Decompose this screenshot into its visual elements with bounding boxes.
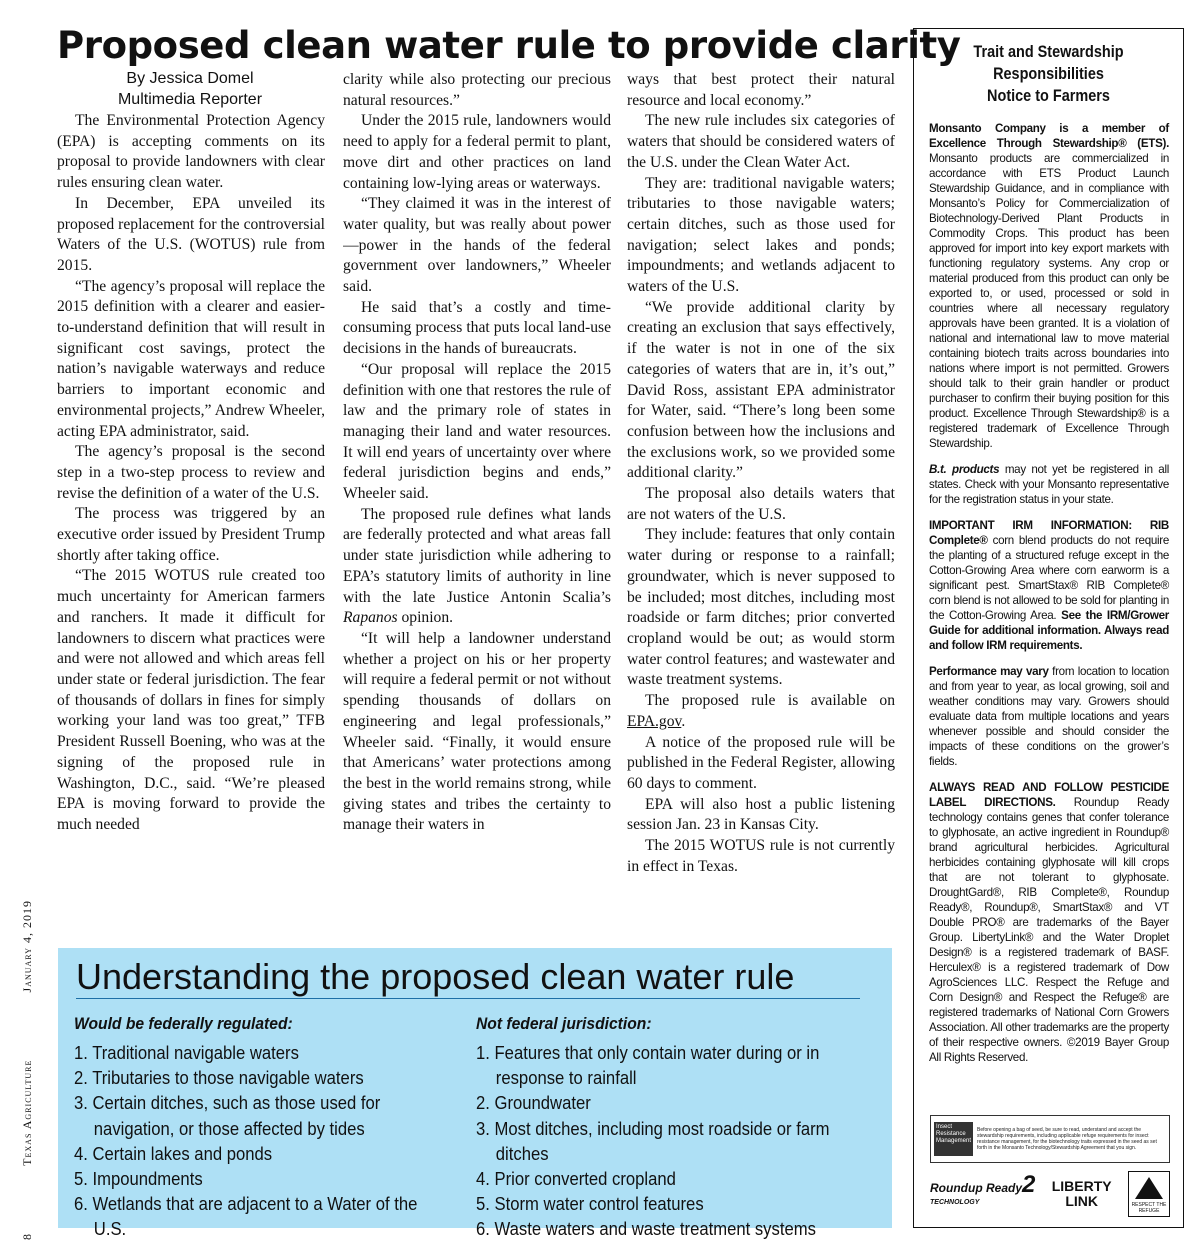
- notice-paragraph: [929, 121, 1169, 451]
- notice-paragraph: [929, 664, 1169, 769]
- byline: [57, 68, 323, 110]
- notice-bold: ALWAYS READ AND FOLLOW PESTICIDE LABEL DIRECTIONS.: [929, 781, 1169, 809]
- page-folio: [8, 900, 34, 1240]
- list-item: 2. Tributaries to those navigable waters: [74, 1067, 364, 1089]
- irm-notice-box: [930, 1115, 1170, 1163]
- roundup-ready-number: 2: [1022, 1171, 1036, 1198]
- paragraph: The proposal also details waters that are not waters of the U.S.: [627, 485, 895, 523]
- list-item: 6. Waste waters and waste treatment systems: [476, 1218, 816, 1240]
- notice-text: corn blend products do not require the planting of a structured refuge except in the Cotton-Growing Area where corn earworm is a significant pest. SmartStax® RIB Complete® corn blend is not allowed to be sold for planting in the Cotton-Growing Area.: [929, 534, 1169, 622]
- paragraph: Under the 2015 rule, landowners would need to apply for a federal permit to plant, move dirt and other practices on land containing low-lying areas or waterways.: [343, 112, 611, 192]
- paragraph-text: The proposed rule is available on: [645, 692, 895, 710]
- irm-seal-icon: Insect Resistance Management: [934, 1122, 973, 1156]
- paragraph: “The 2015 WOTUS rule created too much uncertainty for American farmers and ranchers. It made it difficult for landowners to discern what practices were and were not allowed and which areas fell under state or federal jurisdiction. The fear of thousands of dollars in fines for simply working your land was too great,” TFB President Russell Boening, who was at the signing of the proposed rule in Washington, D.C., said. “We’re pleased EPA is moving forward to provide the much needed: [57, 567, 325, 833]
- article-column-1: [57, 111, 325, 937]
- byline-title: Multimedia Reporter: [117, 91, 263, 108]
- publication-name: Texas Agriculture: [20, 1059, 34, 1166]
- notice-title: [934, 41, 1163, 107]
- paragraph: The new rule includes six categories of waters that should be considered waters of the U.S. under the Clean Water Act.: [627, 112, 895, 171]
- list-item: 4. Certain lakes and ponds: [74, 1142, 273, 1164]
- notice-bold: Monsanto Company is a member of Excellence Through Stewardship® (ETS).: [929, 122, 1169, 150]
- paragraph: The 2015 WOTUS rule is not currently in effect in Texas.: [627, 837, 895, 875]
- paragraph: He said that’s a costly and time-consuming process that puts local land-use decisions in the hands of bureaucrats.: [343, 298, 611, 358]
- notice-title-line: Responsibilities: [993, 64, 1104, 83]
- info-box: [58, 948, 892, 1240]
- info-box-divider: [76, 998, 860, 999]
- list-item: 5. Impoundments: [74, 1168, 203, 1190]
- case-name: Rapanos: [343, 609, 398, 627]
- stewardship-notice: [913, 28, 1184, 1228]
- list-item: 2. Groundwater: [476, 1092, 591, 1114]
- notice-bold: See the IRM/Grower Guide for additional information. Always read and follow IRM requirements.: [929, 609, 1169, 652]
- roundup-ready-logo: [930, 1171, 1036, 1209]
- paragraph: “They claimed it was in the interest of water quality, but was really about power—power in the hands of the federal government over landowners,” Wheeler said.: [343, 195, 611, 296]
- paragraph: They include: features that only contain water during or response to a rainfall; groundwater, which is never supposed to be included; most ditches, including most roadside or farm ditches; prior converted cropland would be out; as would storm water control features; and wastewater and waste treatment systems.: [627, 526, 895, 689]
- paragraph: “It will help a landowner understand whether a project on his or her property will require a federal permit or not without spending thousands of dollars on engineering and legal professionals,” Wheeler said. “Finally, it would ensure that Americans’ water protections among the best in the world remains strong, while giving states and tribes the certainty to manage their waters in: [343, 629, 611, 834]
- notice-text: from location to location and from year to year, as local growing, soil and weather conditions may vary. Growers should evaluate data from multiple locations and years whenever possible and should consider the impacts of these conditions on the grower’s fields.: [929, 665, 1169, 768]
- paragraph-text: The proposed rule defines what lands are federally protected and what areas fall under state jurisdiction while adhering to EPA’s statutory limits of authority in line with the late Justice Antonin Scalia’s: [343, 505, 611, 606]
- epa-link[interactable]: EPA.gov: [627, 712, 682, 730]
- paragraph: EPA will also host a public listening session Jan. 23 in Kansas City.: [627, 795, 895, 834]
- page-number: 8: [20, 1233, 34, 1240]
- issue-date: January 4, 2019: [20, 900, 34, 993]
- notice-text: may not yet be registered in all states. Check with your Monsanto representative for the registration status in your state.: [929, 463, 1169, 506]
- corn-design-icon: [1135, 1177, 1163, 1199]
- not-federal-heading: Not federal jurisdiction:: [476, 1014, 652, 1033]
- paragraph: The proposed rule is available on EPA.gov.: [627, 692, 895, 730]
- not-federal-list: [476, 1012, 888, 1242]
- paragraph: They are: traditional navigable waters; tributaries to those navigable waters; certain ditches, such as those used for navigation; select lakes and ponds; impoundments; and wetlands adjacent to waters of the U.S.: [627, 174, 895, 296]
- notice-bold: B.t. products: [929, 463, 1000, 476]
- notice-bold: Performance may vary: [929, 665, 1049, 678]
- paragraph: “Our proposal will replace the 2015 definition with one that restores the rule of law and the primary role of states in managing their land and water resources. It will end years of uncertainty over where federal jurisdiction begins and ends,” Wheeler said.: [343, 360, 611, 503]
- paragraph: “We provide additional clarity by creating an exclusion that says effectively, if the water is not in one of the six categories of waters that are in, it’s out,” David Ross, assistant EPA administrator for Water, said. “There’s long been some confusion between how the inclusions and the exclusions work, so we provided some additional clarity.”: [627, 298, 895, 482]
- article-headline: Proposed clean water rule to provide clarity: [57, 24, 961, 67]
- roundup-ready-wordmark: Roundup Ready: [930, 1181, 1022, 1195]
- irm-fine-print: Before opening a bag of seed, be sure to read, understand and accept the stewardship requirements, including applicable refuge requirements for insect resistance management, for the biotechnology traits expressed in the seed as set forth in the Monsanto Technology/Stewardship Agreement that you sign.: [977, 1127, 1157, 1151]
- paragraph: “The agency’s proposal will replace the 2015 definition with a clearer and easier-to-understand definition that will result in significant cost savings, protect the nation’s navigable waterways and reduce barriers to important economic and environmental projects,” Andrew Wheeler, acting EPA administrator, said.: [57, 277, 325, 440]
- notice-paragraph: [929, 518, 1169, 653]
- notice-text: Roundup Ready technology contains genes that confer tolerance to glyphosate, an active ingredient in Roundup® brand agricultural herbicides. Agricultural herbicides containing glyphosate will kill crops that are not tolerant to glyphosate. DroughtGard®, RIB Complete®, Roundup Ready®, Roundup®, SmartStax® and VT Double PRO® are trademarks of the Bayer Group. LibertyLink® and the Water Droplet Design® is a registered trademark of BASF. Herculex® is a registered trademark of Dow AgroSciences LLC. Respect the Refuge and Corn Design® and Respect the Refuge® are registered trademarks of National Corn Growers Association. All other trademarks are the property of their respective owners. ©2019 Bayer Group All Rights Reserved.: [929, 796, 1169, 1064]
- notice-paragraph: [929, 780, 1169, 1065]
- respect-the-refuge-wordmark: RESPECT THE REFUGE: [1131, 1202, 1167, 1214]
- paragraph-continued: clarity while also protecting our precious natural resources.”: [343, 71, 611, 109]
- article-column-2: [343, 70, 611, 937]
- notice-text: Monsanto products are commercialized in accordance with ETS Product Launch Stewardship Guidance, and in compliance with Monsanto’s Policy for Commercialization of Biotechnology-Derived Plant Products in Commodity Crops. This product has been approved for import into key export markets with functioning regulatory systems. Any crop or material produced from this product can only be exported to, or used, processed or sold in countries where all necessary regulatory approvals have been granted. It is a violation of national and international law to move material containing biotech traits across boundaries into nations where import is not permitted. Growers should talk to their grain handler or product purchaser to confirm their buying position for this product. Excellence Through Stewardship® is a registered trademark of Excellence Through Stewardship.: [929, 152, 1169, 450]
- list-item: 1. Traditional navigable waters: [74, 1042, 299, 1063]
- regulated-list: [74, 1012, 474, 1242]
- roundup-ready-sub: TECHNOLOGY: [930, 1199, 980, 1206]
- article-column-3: [627, 70, 895, 937]
- paragraph: A notice of the proposed rule will be published in the Federal Register, allowing 60 days to comment.: [627, 733, 895, 792]
- trait-logos: [930, 1169, 1170, 1219]
- notice-bold: IMPORTANT IRM INFORMATION: RIB Complete®: [929, 519, 1169, 547]
- notice-paragraph: [929, 462, 1169, 507]
- list-item: 4. Prior converted cropland: [476, 1168, 676, 1190]
- liberty-link-logo: LIBERTY LINK: [1051, 1178, 1112, 1209]
- paragraph: The Environmental Protection Agency (EPA) is accepting comments on its proposal to provide landowners with clear rules ensuring clean water.: [57, 112, 325, 192]
- notice-body: [929, 121, 1169, 1076]
- paragraph-continued: ways that best protect their natural resource and local economy.”: [627, 71, 895, 109]
- paragraph-text-end: opinion.: [397, 609, 454, 627]
- paragraph: The process was triggered by an executive order issued by President Trump shortly after taking office.: [57, 505, 325, 564]
- notice-title-line: Notice to Farmers: [987, 86, 1110, 105]
- info-box-title: Understanding the proposed clean water rule: [76, 956, 795, 997]
- list-item: 1. Features that only contain water during or in response to rainfall: [476, 1042, 820, 1089]
- list-item: 6. Wetlands that are adjacent to a Water of the U.S.: [74, 1193, 418, 1240]
- notice-title-line: Trait and Stewardship: [973, 42, 1124, 61]
- respect-the-refuge-logo: [1128, 1171, 1170, 1217]
- paragraph: The agency’s proposal is the second step in a two-step process to review and revise the definition of a water of the U.S.: [57, 443, 325, 502]
- list-item: 5. Storm water control features: [476, 1193, 704, 1215]
- regulated-heading: Would be federally regulated:: [74, 1014, 293, 1033]
- list-item: 3. Most ditches, including most roadside or farm ditches: [476, 1117, 830, 1164]
- paragraph: In December, EPA unveiled its proposed replacement for the controversial Waters of the U.S. (WOTUS) rule from 2015.: [57, 194, 325, 274]
- list-item: 3. Certain ditches, such as those used for navigation, or those affected by tides: [74, 1092, 381, 1139]
- paragraph: [343, 505, 611, 629]
- byline-author: By Jessica Domel: [126, 70, 254, 87]
